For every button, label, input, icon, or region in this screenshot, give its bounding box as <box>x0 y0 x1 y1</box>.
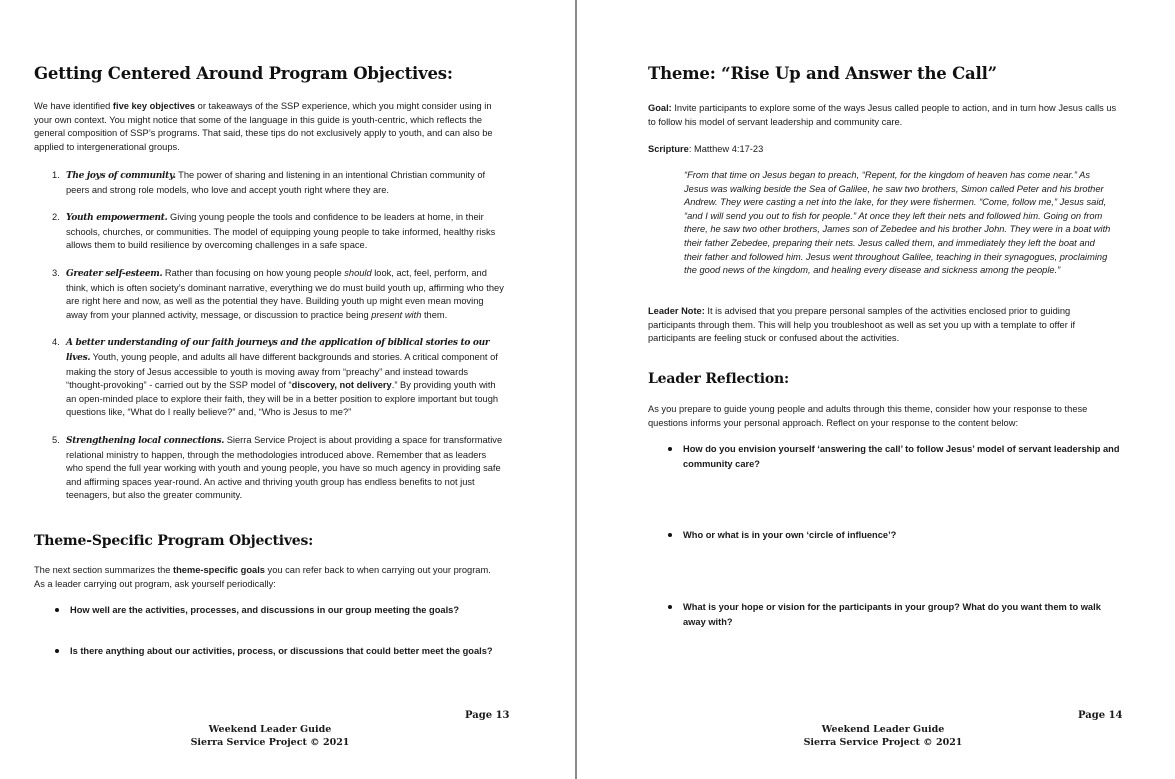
scripture-quote: “From that time on Jesus began to preach, “Repent, for the kingdom of heaven has come near.” As Jesus was walking beside the Sea of Galilee, he saw two brothers, Simon called Peter and his brother Andrew. They were casting a net into the lake, for they were fishermen. “Come, follow me,” Jesus said, “and I will send you out to fish for people.” At once they left their nets and followed him. Going on from there, he saw two other brothers, James son of Zebedee and his brother John. They were in a boat with their father Zebedee, preparing their nets. Jesus called them, and immediately they left the boat and their father and followed him. Jesus went throughout Galilee, teaching in their synagogues, proclaiming the good news of the kingdom, and healing every disease and sickness among the people.” <box>684 170 1111 276</box>
question-item: How well are the activities, processes, and discussions in our group meeting the goals? <box>52 603 522 618</box>
objective-text: Youth, young people, and adults all have different backgrounds and stories. A critical component of making the story of Jesus accessible to youth is moving away from “preachy” and instead towards “thought-provoking” - carried out by the SSP model of “ <box>66 351 498 391</box>
reflection-question: Who or what is in your own ‘circle of influence’? <box>665 528 1120 543</box>
footer-line: Sierra Service Project © 2021 <box>190 737 350 748</box>
objectives-list <box>34 169 504 503</box>
page-title: Theme: “Rise Up and Answer the Call” <box>648 64 997 83</box>
footer-line: Sierra Service Project © 2021 <box>803 737 963 748</box>
reflection-question: How do you envision yourself ‘answering the call’ to follow Jesus’ model of servant leadership and community care? <box>665 442 1120 471</box>
objective-title: Greater self-esteem. <box>66 268 163 279</box>
question-list <box>52 644 522 659</box>
footer-line: Weekend Leader Guide <box>821 724 945 735</box>
objective-italic: present with <box>371 309 422 320</box>
goal-text: Invite participants to explore some of the ways Jesus called people to action, and in turn how Jesus calls us to follow his model of servant leadership and community care. <box>648 103 1117 127</box>
objective-title: Youth empowerment. <box>66 213 168 224</box>
reflection-list <box>665 528 1120 543</box>
goal-paragraph <box>648 102 1118 129</box>
objective-item <box>34 434 504 503</box>
theme-intro-text: The next section summarizes the <box>34 565 173 575</box>
objective-number: 3. <box>52 267 60 278</box>
objective-text: The power of sharing and listening in an intentional Christian community of peers and strong role models, who love and accept youth right where they are. <box>66 170 486 195</box>
scripture-reference: : Matthew 4:17-23 <box>688 144 764 154</box>
theme-intro-text-cont: you can refer back to when carrying out your program. As a leader carrying out program, ask yourself periodically: <box>34 565 491 589</box>
objective-text: look, act, feel, perform, and think, which is often society’s dominant narrative, everything we do must build youth up, affirming who they are right here and now, as well as the potential they have. Building youth up might even mean moving away from your planned activity, message, or discussion to practice being <box>66 267 504 320</box>
objective-text: Sierra Service Project is about providing a space for transformative relational ministry to happen, through the methodologies introduced above. Remember that as leaders who spend the full year working with youth and young people, you have so much agency in providing safe and affirming spaces year-round. An active and thriving youth group has endless benefits to not just teenagers, but also the greater community. <box>66 434 503 501</box>
objective-title: The joys of community. <box>66 171 176 181</box>
page-title: Getting Centered Around Program Objectives: <box>34 64 453 83</box>
leader-note-label: Leader Note: <box>648 306 705 316</box>
objective-number: 5. <box>52 434 60 445</box>
right-page <box>577 0 1175 779</box>
leader-note-text: It is advised that you prepare personal samples of the activities enclosed prior to guiding participants through them. This will help you troubleshoot as well as set you up with a template to offer if participants are feeling stuck or confused about the activities. <box>648 306 1076 344</box>
section-title: Leader Reflection: <box>648 371 789 387</box>
reflection-question: What is your hope or vision for the participants in your group? What do you want them to walk away with? <box>665 600 1120 629</box>
objective-item <box>34 211 504 253</box>
objective-title: Strengthening local connections. <box>66 435 225 446</box>
question-list <box>52 603 522 618</box>
objective-item <box>34 336 504 420</box>
objective-number: 4. <box>52 337 60 348</box>
intro-text: We have identified <box>34 101 113 111</box>
question-item: Is there anything about our activities, process, or discussions that could better meet the goals? <box>52 644 522 659</box>
objective-item <box>34 169 504 197</box>
objective-number: 2. <box>52 212 60 223</box>
objective-italic: should <box>344 267 372 278</box>
section-title: Theme-Specific Program Objectives: <box>34 533 314 549</box>
reflection-list <box>665 442 1120 471</box>
objective-text: Giving young people the tools and confidence to be leaders at home, in their schools, churches, or communities. The model of equipping young people to take informed, healthy risks allows them to build resilience by overcoming challenges in a safe space. <box>66 212 496 251</box>
scripture-label: Scripture <box>648 144 689 154</box>
leader-note-paragraph <box>648 305 1118 346</box>
scripture-paragraph <box>648 143 1118 157</box>
objective-text: them. <box>421 309 448 320</box>
reflection-list <box>665 600 1120 629</box>
goal-label: Goal: <box>648 103 672 113</box>
objective-title: A better understanding of our faith journeys and the application of biblical stories to our lives. <box>66 338 490 363</box>
reflection-intro: As you prepare to guide young people and adults through this theme, consider how your response to these questions informs your personal approach. Reflect on your response to the content below: <box>648 404 1088 428</box>
objective-item <box>34 267 504 322</box>
footer <box>160 723 380 749</box>
page-number: Page 14 <box>1078 710 1123 721</box>
intro-bold: five key objectives <box>112 101 196 111</box>
intro-paragraph <box>34 100 499 154</box>
theme-intro-paragraph <box>34 564 494 591</box>
footer <box>773 723 993 749</box>
intro-text-cont: or takeaways of the SSP experience, which you might consider using in your own context. You might notice that some of the language in this guide is youth-centric, which reflects the general composition of SSP’s programs. That said, these tips do not exclusively apply to youth, and can also be applied to intergenerational groups. <box>34 101 493 152</box>
left-page <box>0 0 575 779</box>
objective-text: Rather than focusing on how young people <box>162 267 345 278</box>
theme-intro-bold: theme-specific goals <box>173 565 265 575</box>
objective-text: .” By providing youth with an open-minded place to explore their faith, they will be in a better position to explore important but tough questions like, “What do I really believe?” and, “Who is Jesus to me?” <box>66 380 499 418</box>
footer-line: Weekend Leader Guide <box>208 724 332 735</box>
objective-bold: discovery, not delivery <box>291 380 392 391</box>
objective-number: 1. <box>52 170 60 180</box>
page-number: Page 13 <box>465 710 510 721</box>
